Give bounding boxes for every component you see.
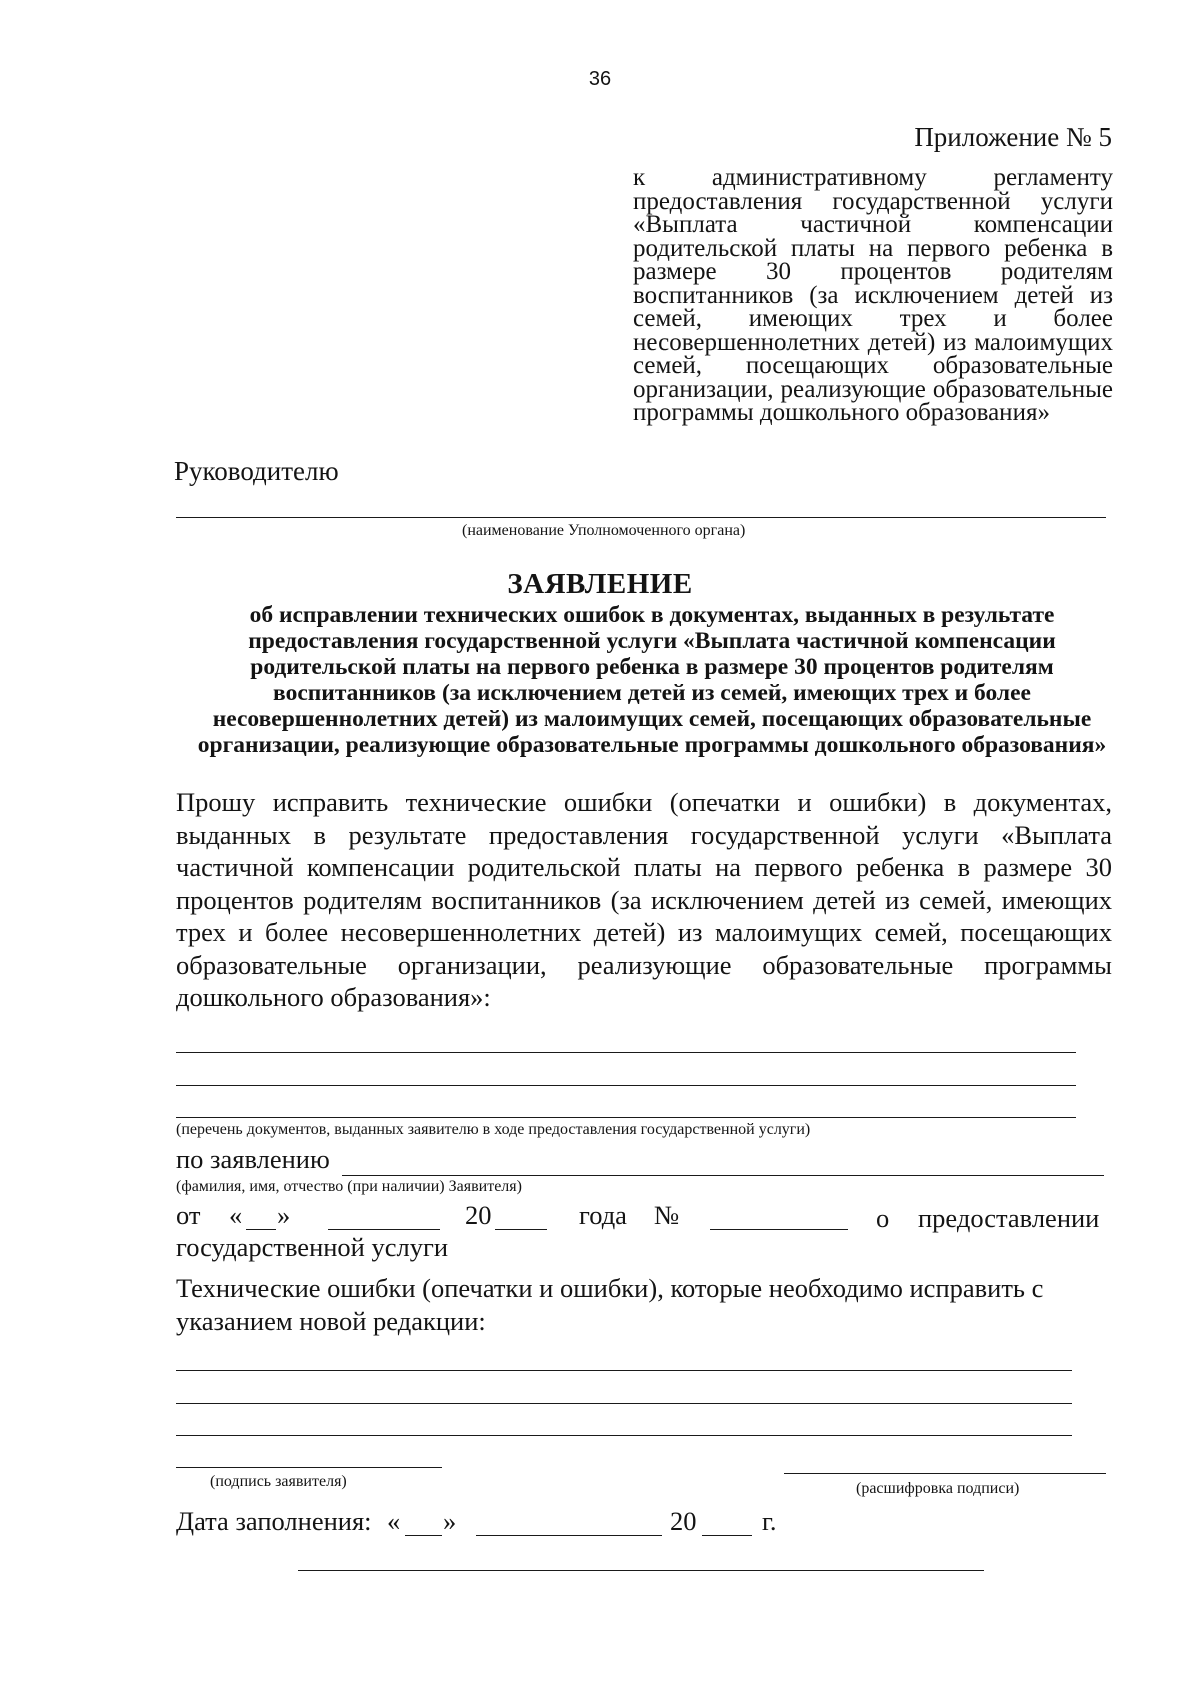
corrections-line-3[interactable] (176, 1435, 1072, 1436)
signature-line[interactable] (176, 1467, 442, 1468)
document-subtitle: об исправлении технических ошибок в документах, выданных в результате предоставления государственной услуги «Выплата частичной компенсации родительской платы на первого ребенка в размере 30 процентов родителям воспитанников (за исключением детей из семей, имеющих трех и более несовершеннолетних детей) из малоимущих семей, посещающих образовательные организации, реализующие образовательные программы дошкольного образования» (197, 602, 1107, 758)
application-month-field[interactable] (328, 1229, 440, 1230)
application-number-field[interactable] (710, 1229, 848, 1230)
corrections-line-2[interactable] (176, 1403, 1072, 1404)
authority-name-line[interactable] (176, 517, 1106, 518)
application-year-field[interactable] (495, 1229, 547, 1230)
fill-date-quote-open: « (387, 1506, 401, 1536)
year-word: года (579, 1200, 627, 1230)
application-day-field[interactable] (246, 1229, 276, 1230)
documents-list-line-3[interactable] (176, 1117, 1076, 1118)
authority-name-caption: (наименование Уполномоченного органа) (462, 522, 746, 539)
appendix-title: Приложение № 5 (914, 122, 1112, 152)
document-title: ЗАЯВЛЕНИЕ (507, 568, 693, 600)
errors-text-line-1: Технические ошибки (опечатки и ошибки), которые необходимо исправить с (176, 1273, 1044, 1303)
quote-open: « (229, 1200, 243, 1230)
quote-close: » (277, 1200, 291, 1230)
fill-date-day-field[interactable] (405, 1535, 442, 1536)
service-words: государственной услуги (176, 1232, 449, 1262)
fill-date-year-suffix: г. (762, 1506, 777, 1536)
about-word: о (876, 1203, 890, 1233)
fill-date-month-field[interactable] (476, 1535, 662, 1536)
addressee-label: Руководителю (174, 456, 339, 486)
appendix-text: к административному регламенту предоставления государственной услуги «Выплата частичной компенсации родительской платы на первого ребенка в размере 30 процентов родителям воспитанников (за исключением детей из семей, имеющих трех и более несовершеннолетних детей) из малоимущих семей, посещающих образовательные организации, реализующие образовательные программы дошкольного образования» (633, 164, 1113, 426)
by-application-label: по заявлению (176, 1144, 330, 1174)
documents-list-line-1[interactable] (176, 1052, 1076, 1053)
year-prefix: 20 (465, 1200, 492, 1230)
signature-caption: (подпись заявителя) (210, 1473, 347, 1490)
errors-text-line-2: указанием новой редакции: (176, 1306, 486, 1336)
signature-decode-caption: (расшифровка подписи) (856, 1480, 1020, 1497)
documents-list-caption: (перечень документов, выданных заявителю в ходе предоставления государственной услуги) (176, 1121, 811, 1138)
applicant-name-caption: (фамилия, имя, отчество (при наличии) Заявителя) (176, 1178, 522, 1195)
fill-date-label: Дата заполнения: (176, 1506, 372, 1536)
closing-rule (298, 1570, 984, 1571)
page-number: 36 (588, 68, 612, 90)
request-body: Прошу исправить технические ошибки (опечатки и ошибки) в документах, выданных в результате предоставления государственной услуги «Выплата частичной компенсации родительской платы на первого ребенка в размере 30 процентов родителям воспитанников (за исключением детей из семей, имеющих трех и более несовершеннолетних детей) из малоимущих семей, посещающих образовательные организации, реализующие образовательные программы дошкольного образования»: (176, 787, 1112, 1012)
from-label: от (176, 1200, 201, 1230)
number-sign: № (654, 1200, 680, 1230)
corrections-line-1[interactable] (176, 1370, 1072, 1371)
documents-list-line-2[interactable] (176, 1085, 1076, 1086)
signature-decode-line[interactable] (784, 1473, 1106, 1474)
fill-date-quote-close: » (443, 1506, 457, 1536)
fill-date-year-field[interactable] (702, 1535, 752, 1536)
fill-date-year-prefix: 20 (670, 1506, 697, 1536)
provision-word: предоставлении (918, 1203, 1100, 1233)
applicant-name-field[interactable] (342, 1175, 1104, 1176)
